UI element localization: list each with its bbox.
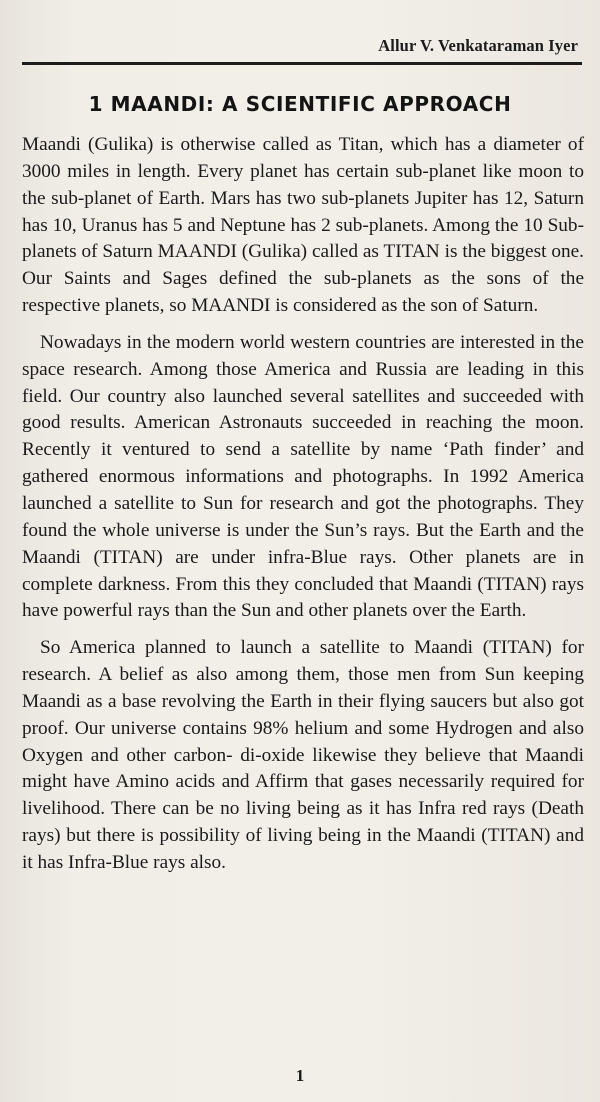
paragraph-1: Maandi (Gulika) is otherwise called as Titan, which has a diameter of 3000 miles in length. Every planet has certain sub-planet like moon to the sub-planet of Earth. Mars has two sub-planets Jupiter has 12, Saturn has 10, Uranus has 5 and Neptune has 2 sub-planets. Among the 10 Sub-planets of Saturn MAANDI (Gulika) called as TITAN is the biggest one. Our Saints and Sages defined the sub-planets as the sons of the respective planets, so MAANDI is considered as the son of Saturn. <box>22 134 584 317</box>
header-rule <box>22 62 582 65</box>
paragraph-3: So America planned to launch a satellite to Maandi (TITAN) for research. A belief as also among them, those men from Sun keeping Maandi as a base revolving the Earth in their flying saucers but also got proof. Our universe contains 98% helium and some Hydrogen and also Oxygen and other carbon- di-oxide likewise they believe that Maandi might have Amino acids and Affirm that gases necessarily required for livelihood. There can be no living being as it has Infra red rays (Death rays) but there is possibility of living being in the Maandi (TITAN) and it has Infra-Blue rays also. <box>22 637 584 873</box>
paragraph-2: Nowadays in the modern world western countries are interested in the space research. Among those America and Russia are leading in this field. Our country also launched several satellites and succeeded with good results. American Astronauts succeeded in reaching the moon. Recently it ventured to send a satellite by name ‘Path finder’ and gathered enormous informations and photographs. In 1992 America launched a satellite to Sun for research and got the photographs. They found the whole universe is under the Sun’s rays. But the Earth and the Maandi (TITAN) are under infra-Blue rays. Other planets are in complete darkness. From this they concluded that Maandi (TITAN) rays have powerful rays than the Sun and other planets over the Earth. <box>22 331 584 622</box>
running-head-author: Allur V. Venkataraman Iyer <box>378 36 578 55</box>
body-text <box>22 132 584 887</box>
chapter-title: 1 MAANDI: A SCIENTIFIC APPROACH <box>88 92 512 116</box>
page-number: 1 <box>295 1066 305 1085</box>
